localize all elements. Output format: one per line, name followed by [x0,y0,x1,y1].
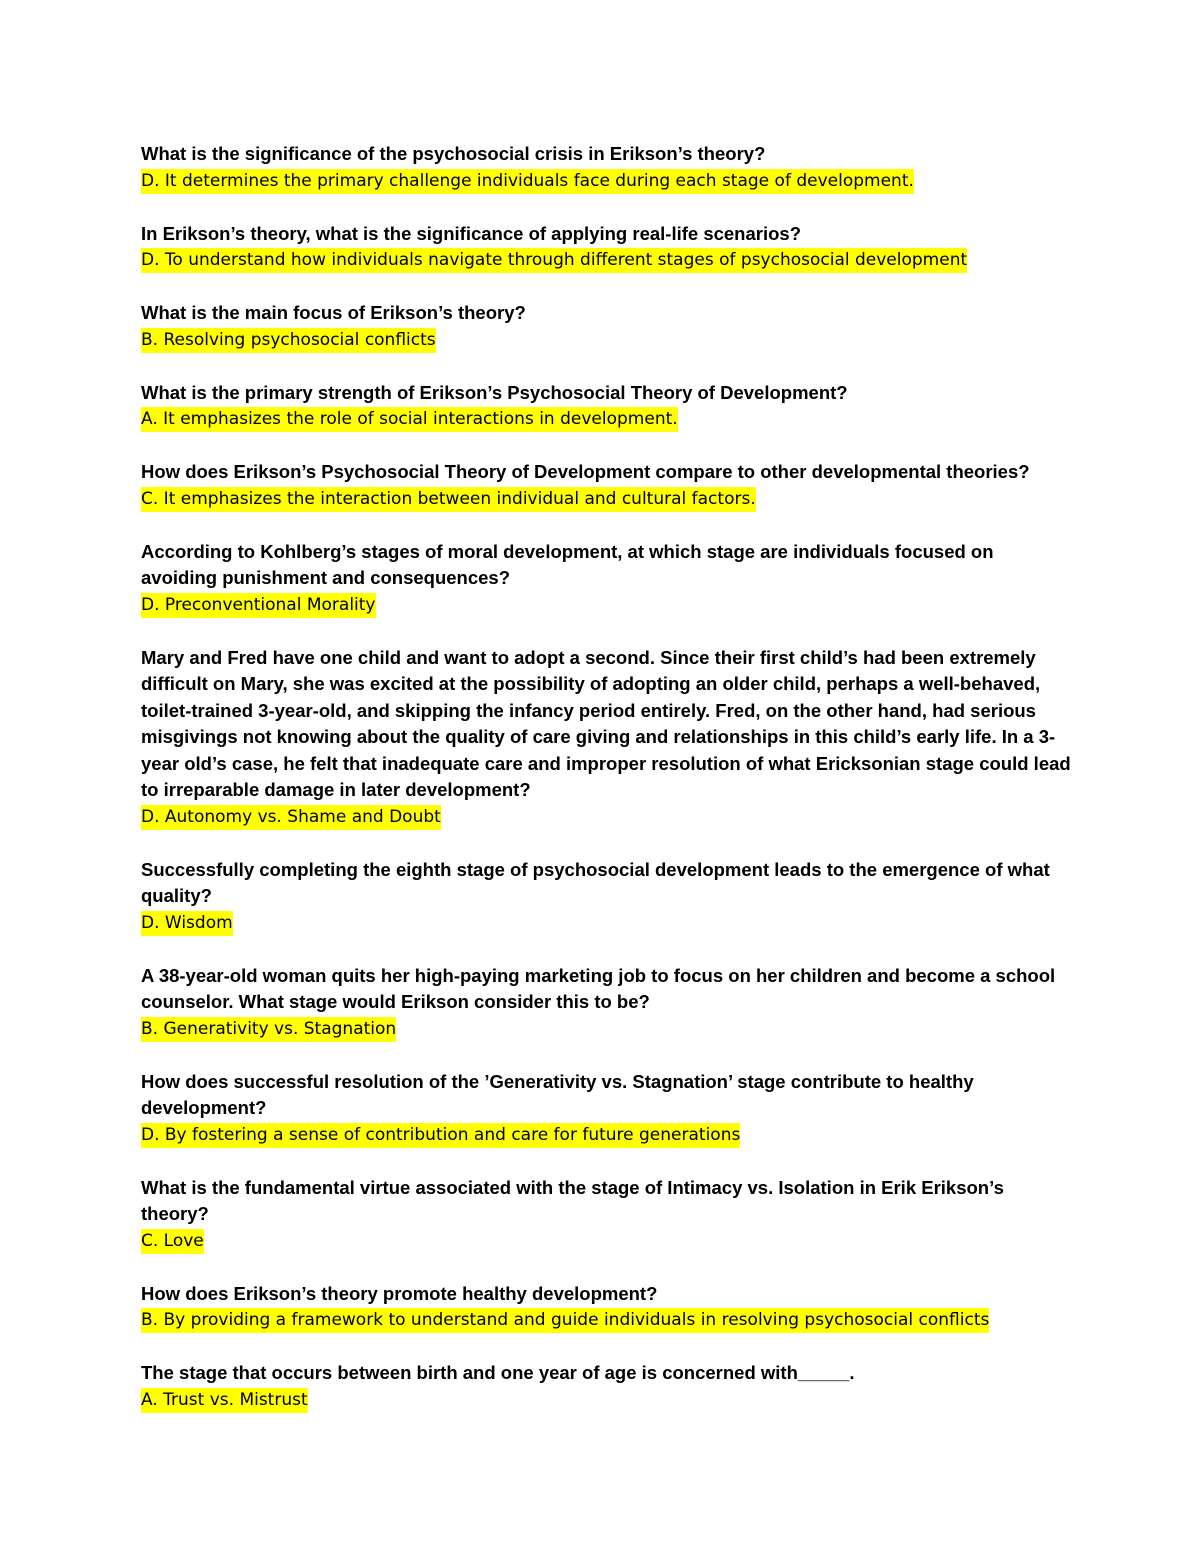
highlighted-answer: C. It emphasizes the interaction between individual and cultural factors. [141,487,756,512]
answer-line [141,1016,1071,1043]
question-text: What is the main focus of Erikson’s theory? [141,302,526,323]
qa-item [141,300,1071,353]
highlighted-answer: D. Preconventional Morality [141,593,376,618]
question-text: How does Erikson’s theory promote healthy development? [141,1282,658,1304]
highlighted-answer: B. Generativity vs. Stagnation [141,1017,396,1042]
qa-item [141,380,1071,433]
qa-item [141,141,1071,194]
answer-line [141,592,1071,619]
answer-line [141,804,1071,831]
highlighted-answer: D. Wisdom [141,911,233,936]
highlighted-answer: D. It determines the primary challenge individuals face during each stage of development. [141,169,914,194]
answer-line [141,486,1071,513]
highlighted-answer: A. It emphasizes the role of social interactions in development. [141,407,678,432]
question-text: What is the fundamental virtue associated with the stage of Intimacy vs. Isolation in Erik Erikson’s theory? [141,1176,1004,1224]
answer-line [141,247,1071,274]
qa-item [141,857,1071,937]
question-text: In Erikson’s theory, what is the significance of applying real-life scenarios? [141,222,802,244]
answer-line [141,1228,1071,1255]
answer-line [141,1387,1071,1414]
answer-line [141,327,1071,354]
highlighted-answer: C. Love [141,1229,204,1254]
question-text: What is the significance of the psychosocial crisis in Erikson’s theory? [141,143,766,164]
highlighted-answer: B. Resolving psychosocial conflicts [141,328,436,353]
answer-line [141,1122,1071,1149]
question-text: Successfully completing the eighth stage of psychosocial development leads to the emergence of what quality? [141,858,1050,906]
qa-item [141,1360,1071,1413]
highlighted-answer: D. By fostering a sense of contribution and care for future generations [141,1123,740,1148]
answer-line [141,1307,1071,1334]
qa-item [141,459,1071,512]
question-text: How does Erikson’s Psychosocial Theory of Development compare to other developmental theories? [141,461,1030,482]
question-text: What is the primary strength of Erikson’s Psychosocial Theory of Development? [141,381,848,403]
qa-item [141,539,1071,619]
qa-item [141,221,1071,274]
answer-line [141,910,1071,937]
answer-line [141,406,1071,433]
qa-item [141,1069,1071,1149]
qa-item [141,1175,1071,1255]
qa-list [141,141,1071,1440]
question-text: How does successful resolution of the ’Generativity vs. Stagnation’ stage contribute to healthy development? [141,1070,974,1118]
answer-line [141,168,1071,195]
question-text: A 38-year-old woman quits her high-paying marketing job to focus on her children and become a school counselor. What stage would Erikson consider this to be? [141,964,1056,1012]
question-text: According to Kohlberg’s stages of moral development, at which stage are individuals focused on avoiding punishment and consequences? [141,540,994,588]
question-text: Mary and Fred have one child and want to adopt a second. Since their first child’s had been extremely difficult on Mary, she was excited at the possibility of adopting an older child, perhaps a well-behaved, toilet-trained 3-year-old, and skipping the infancy period entirely. Fred, on the other hand, had serious misgivings not knowing about the quality of care giving and relationships in this child’s early life. In a 3-year old’s case, he felt that inadequate care and improper resolution of what Ericksonian stage could lead to irreparable damage in later development? [141,646,1071,800]
highlighted-answer: D. Autonomy vs. Shame and Doubt [141,805,441,830]
highlighted-answer: B. By providing a framework to understand and guide individuals in resolving psychosocial conflicts [141,1308,989,1333]
highlighted-answer: A. Trust vs. Mistrust [141,1388,308,1413]
highlighted-answer: D. To understand how individuals navigate through different stages of psychosocial development [141,248,967,273]
qa-item [141,645,1071,831]
question-text: The stage that occurs between birth and one year of age is concerned with_____. [141,1362,855,1383]
qa-item [141,1281,1071,1334]
qa-item [141,963,1071,1043]
